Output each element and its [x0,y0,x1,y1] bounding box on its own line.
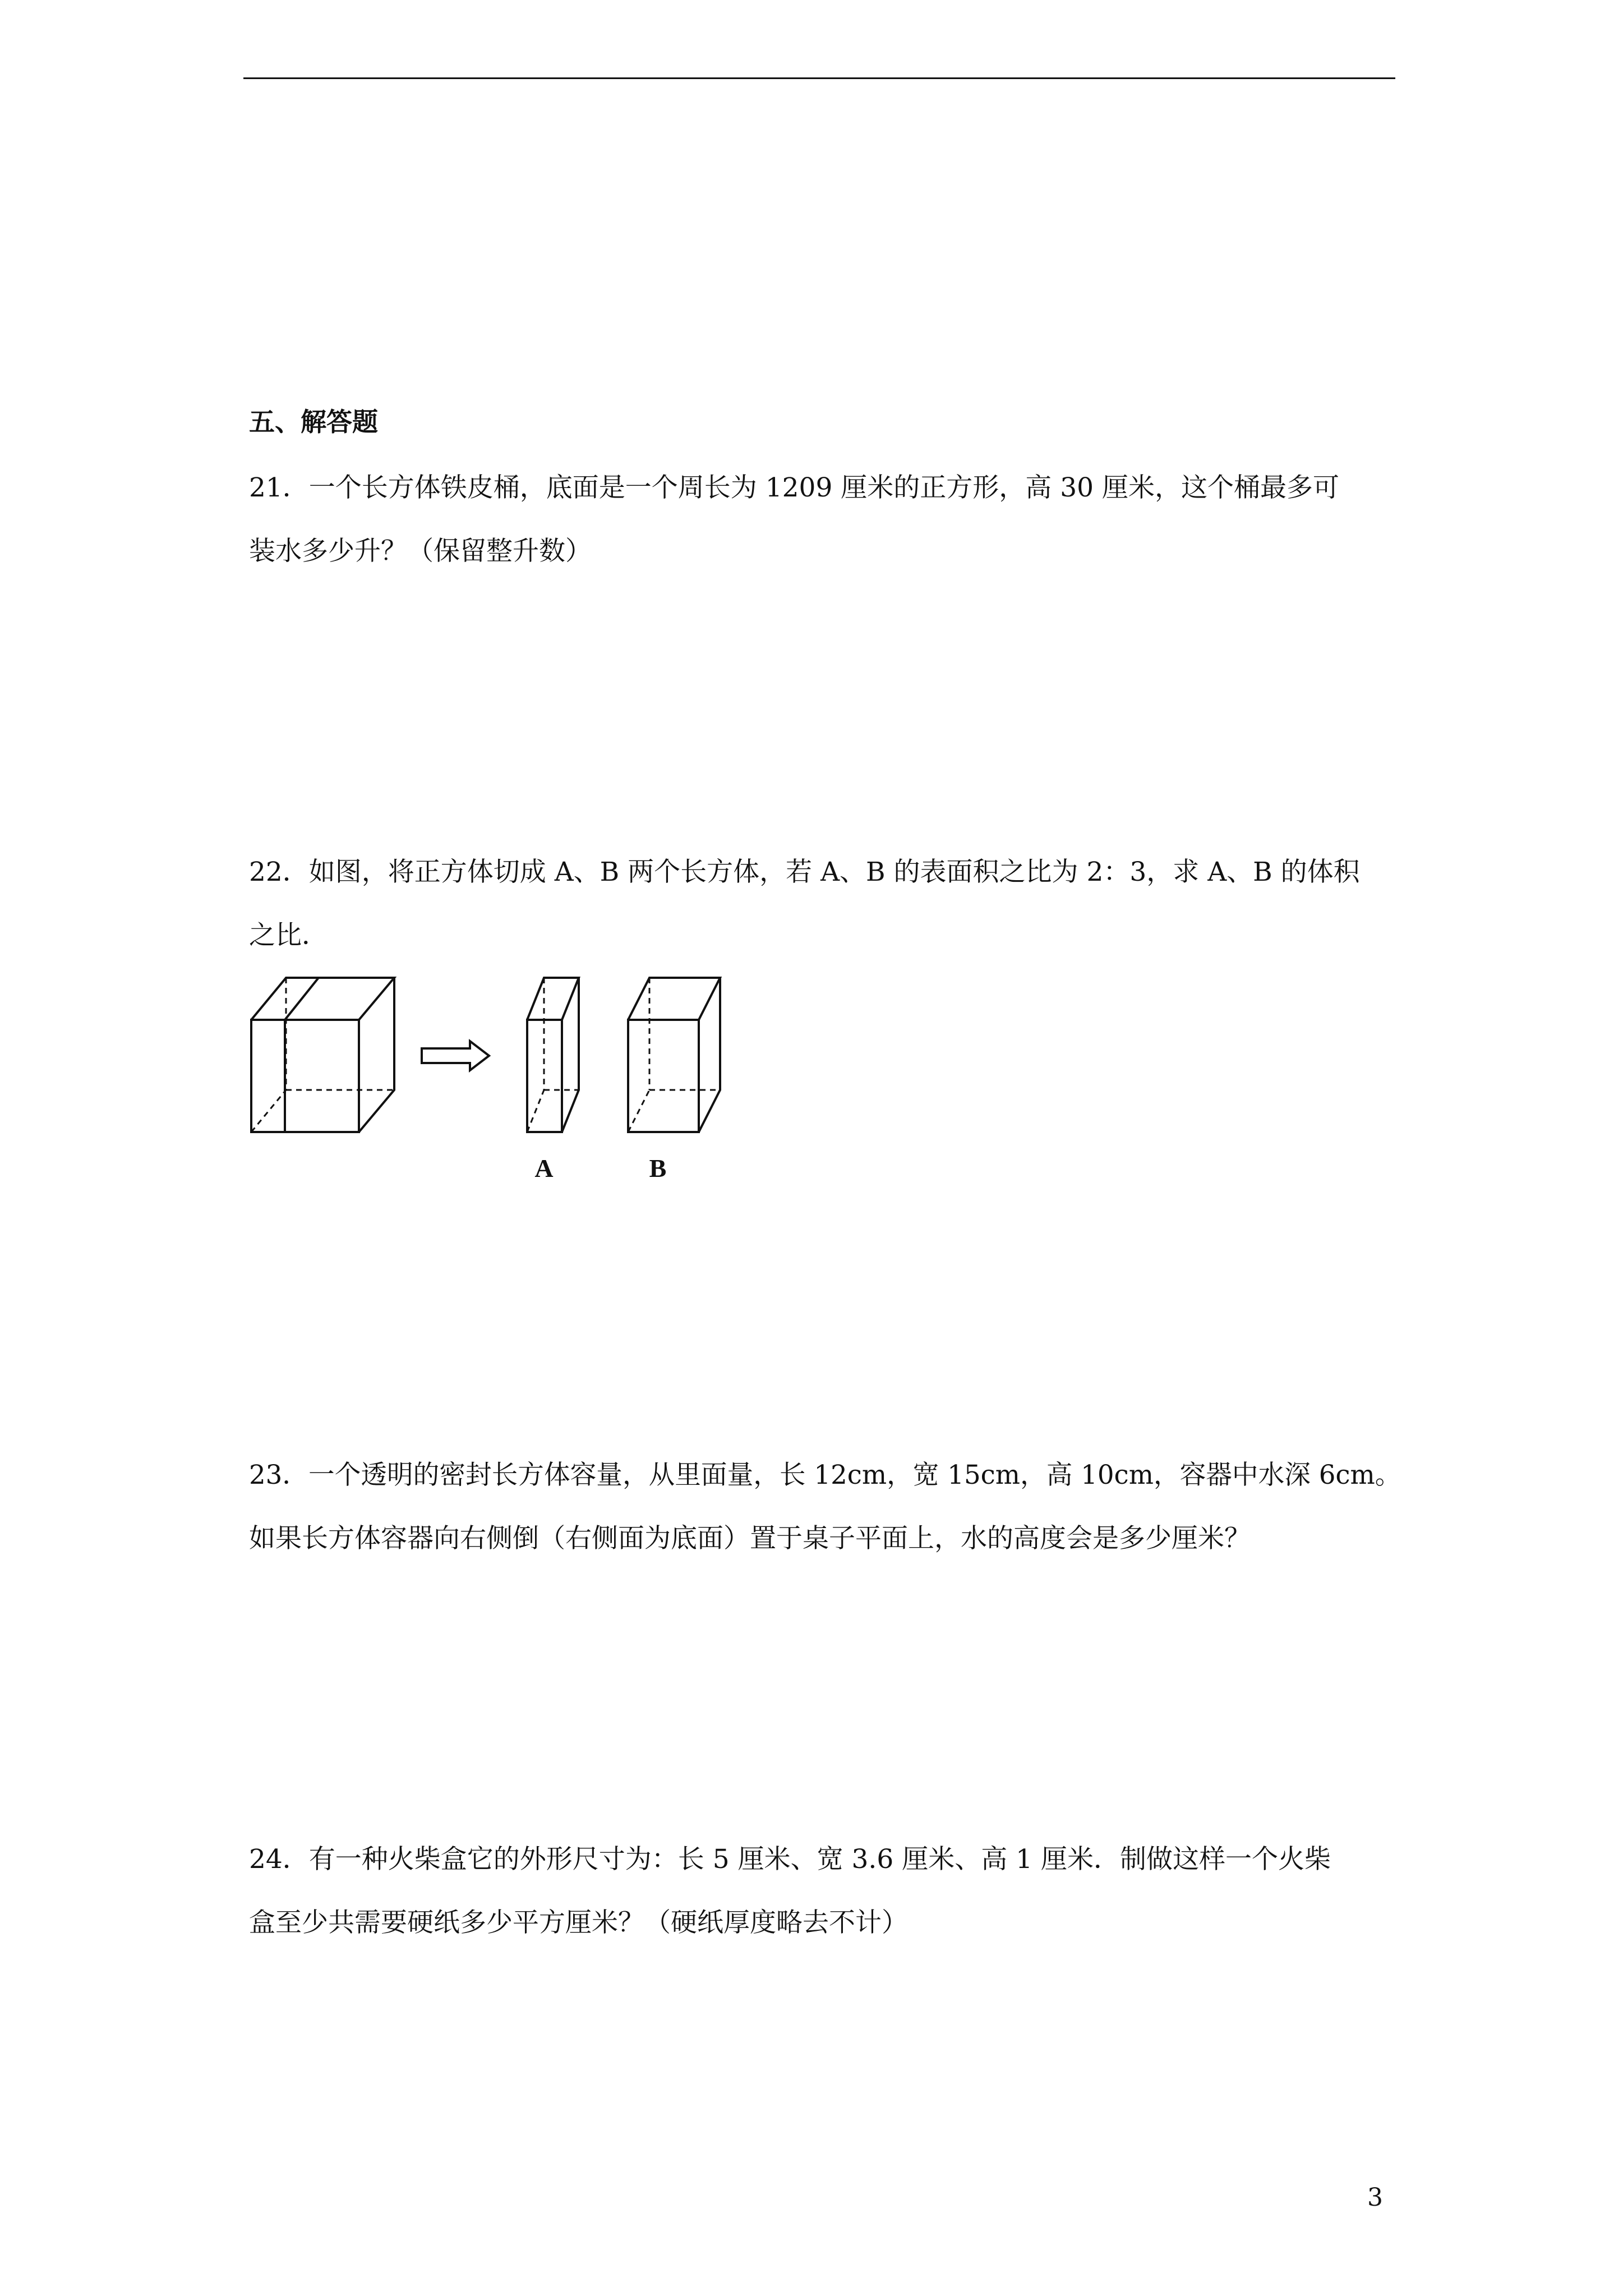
prism-a-top-face [527,978,579,1020]
question-22-line-1: 22．如图，将正方体切成 A、B 两个长方体，若 A、B 的表面积之比为 2：3，求 A、B 的体积 [249,857,1360,887]
prism-b-top-face [628,978,720,1020]
question-23-line-1: 23．一个透明的密封长方体容量，从里面量，长 12cm，宽 15cm，高 10cm，容器中水深 6cm。 [249,1460,1401,1490]
question-21-line-2: 装水多少升？（保留整升数） [249,536,592,567]
prism-b-hidden-depth [628,1090,649,1132]
question-24-line-2: 盒至少共需要硬纸多少平方厘米？（硬纸厚度略去不计） [249,1907,908,1938]
prism-a-hidden-depth [527,1090,544,1132]
cube-right-face [359,978,394,1132]
cube-cut-line-top [285,978,319,1020]
cube-cut-figure [247,975,740,1199]
cube-front-face [251,1020,359,1132]
question-24-line-1: 24．有一种火柴盒它的外形尺寸为：长 5 厘米、宽 3.6 厘米、高 1 厘米．制做这样一个火柴 [249,1844,1331,1875]
header-rule [243,77,1395,79]
cube-top-face [251,978,394,1020]
question-21-line-1: 21．一个长方体铁皮桶，底面是一个周长为 1209 厘米的正方形，高 30 厘米，这个桶最多可 [249,472,1339,503]
section-title: 五、解答题 [249,407,378,437]
prism-b-front-face [628,1020,699,1132]
prism-b-label: B [649,1154,667,1182]
cube-cut-diagram [247,975,740,1199]
transform-arrow-icon [422,1041,489,1070]
question-22-line-2: 之比． [249,920,328,951]
page-number: 3 [1367,2183,1383,2212]
prism-a-front-face [527,1020,562,1132]
cube-hidden-edge-depth [251,1090,286,1132]
question-23-line-2: 如果长方体容器向右侧倒（右侧面为底面）置于桌子平面上，水的高度会是多少厘米？ [249,1523,1251,1554]
prism-a-label: A [534,1154,554,1182]
